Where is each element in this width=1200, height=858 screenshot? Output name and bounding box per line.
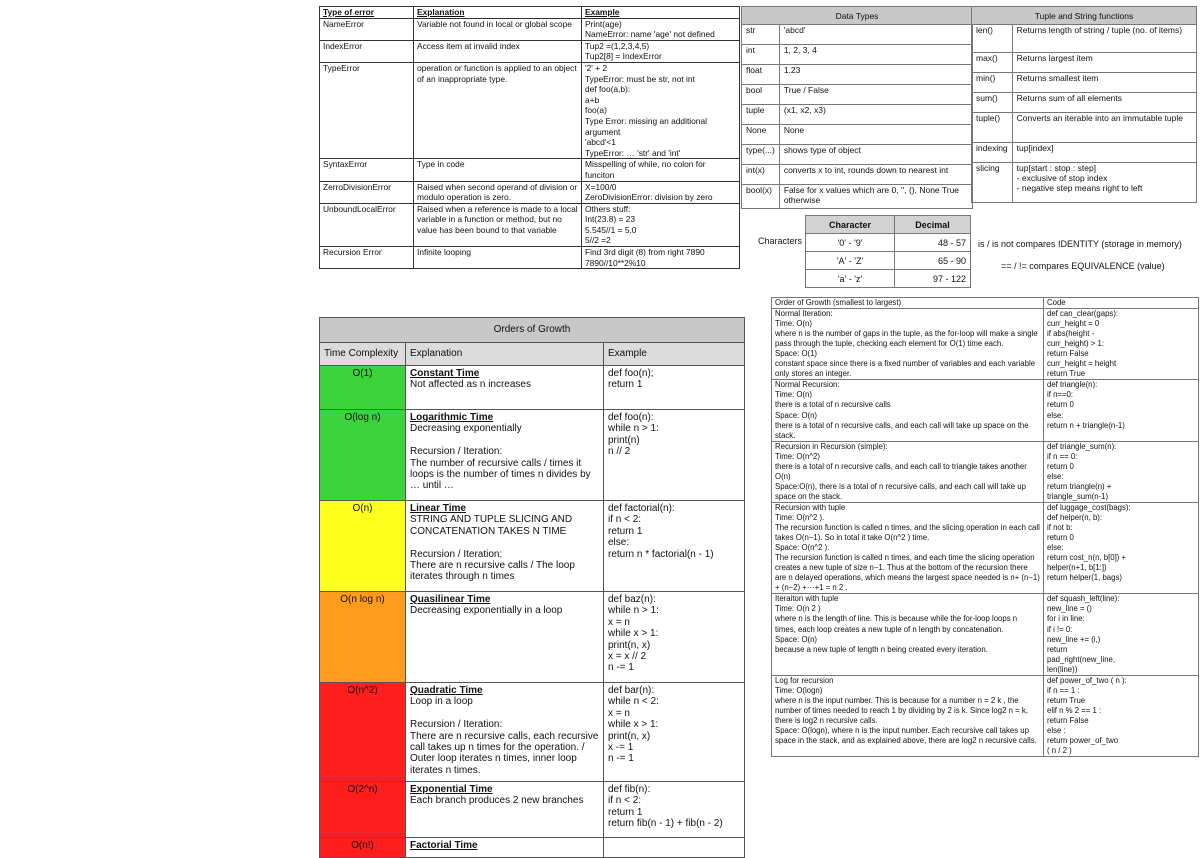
growth-header-complexity: Time Complexity xyxy=(320,343,406,366)
char-range: 'A' - 'Z' xyxy=(806,252,895,270)
datatype-value: 'abcd' xyxy=(779,25,972,45)
errors-header-row xyxy=(320,7,740,19)
growth-name: Exponential Time xyxy=(410,784,493,795)
growth-examples-table xyxy=(771,297,1199,757)
og2-text: Recursion in Recursion (simple): Time: O(n^2) there is a total of n recursive calls, and each call to triangle takes another O(n) Space:O(n), there is a total of n recursive calls, and each call will take up space on the stack. xyxy=(772,441,1044,502)
og2-code: def luggage_cost(bags): def helper(n, b): if not b: return 0 else: return cost_n(n, b[0]) + helper(n+1, b[1:]) return helper(1, bags) xyxy=(1044,502,1199,593)
error-example: Others stuff: Int(23.8) = 23 5.545//1 = 5.0 5//2 =2 xyxy=(582,203,740,246)
errors-table xyxy=(319,6,740,269)
table-row xyxy=(320,18,740,40)
error-example: Tup2 =(1,2,3,4,5) Tup2[8] = IndexError xyxy=(582,40,740,62)
og2-text: Normal Iteration: Time: O(n) where n is the number of gaps in the tuple, as the for-loop will make a single pass through the tuple, checking each element for O(1) time each. Space: O(1) constant space since there is a fixed number of variables and each variable only stores an integer. xyxy=(772,309,1044,380)
growth-name: Constant Time xyxy=(410,368,480,379)
table-row xyxy=(742,85,973,105)
error-type: SyntaxError xyxy=(320,159,414,181)
growth-example: def foo(n): while n > 1: print(n) n // 2 xyxy=(604,410,745,501)
char-range: 'a' - 'z' xyxy=(806,270,895,288)
error-explanation: Variable not found in local or global scope xyxy=(414,18,582,40)
growth-name: Quadratic Time xyxy=(410,685,483,696)
characters-table xyxy=(805,215,971,288)
complexity-cell: O(n!) xyxy=(320,838,406,858)
datatype-value: 1.23 xyxy=(779,65,972,85)
datatype-key: float xyxy=(742,65,780,85)
datatype-value: (x1, x2, x3) xyxy=(779,105,972,125)
growth-name: Quasilinear Time xyxy=(410,594,491,605)
function-desc: Returns sum of all elements xyxy=(1012,93,1196,113)
table-row xyxy=(806,234,971,252)
growth-desc: Decreasing exponentially in a loop xyxy=(410,605,563,617)
datatype-key: str xyxy=(742,25,780,45)
function-desc: tup[index] xyxy=(1012,143,1196,163)
table-row xyxy=(320,410,745,501)
table-row xyxy=(320,683,745,782)
table-row xyxy=(320,247,740,269)
table-row xyxy=(772,380,1199,441)
table-row xyxy=(972,113,1197,143)
table-row xyxy=(320,159,740,181)
growth-name: Logarithmic Time xyxy=(410,412,494,423)
characters-header-char: Character xyxy=(806,216,895,234)
growth-explanation-cell xyxy=(406,410,604,501)
table-row xyxy=(806,270,971,288)
datatype-key: int xyxy=(742,45,780,65)
growth-title: Orders of Growth xyxy=(320,318,745,343)
function-desc: Returns largest item xyxy=(1012,53,1196,73)
table-row xyxy=(742,125,973,145)
function-name: sum() xyxy=(972,93,1013,113)
characters-header-decimal: Decimal xyxy=(895,216,971,234)
table-row xyxy=(772,502,1199,593)
error-example: '2' + 2 TypeError: must be str, not int def foo(a,b): a+b foo(a) Type Error: missing an additional argument 'abcd'<1 TypeError: … 'str' and 'int' xyxy=(582,62,740,158)
datatype-key: bool xyxy=(742,85,780,105)
table-row xyxy=(320,181,740,203)
growth-name: Linear Time xyxy=(410,503,466,514)
og2-text: Iteraiton with tuple Time: O(n 2 ) where n is the length of line. This is because while the for-loop loops n times, each loop creates a new tuple of n length by concatenation. Space: O(n) because a new tuple of length n being created every iteration. xyxy=(772,594,1044,675)
datatype-key: tuple xyxy=(742,105,780,125)
complexity-cell: O(log n) xyxy=(320,410,406,501)
tuple-functions-table xyxy=(971,6,1197,203)
growth-example xyxy=(604,838,745,858)
table-row xyxy=(972,143,1197,163)
function-name: slicing xyxy=(972,163,1013,203)
growth-header-row xyxy=(320,343,745,366)
complexity-cell: O(1) xyxy=(320,366,406,410)
errors-header-type: Type of error xyxy=(320,7,414,19)
og2-code: def triangle(n): if n==0: return 0 else: return n + triangle(n-1) xyxy=(1044,380,1199,441)
error-type: IndexError xyxy=(320,40,414,62)
decimal-range: 97 - 122 xyxy=(895,270,971,288)
datatypes-table xyxy=(741,6,973,209)
complexity-cell: O(n^2) xyxy=(320,683,406,782)
function-name: min() xyxy=(972,73,1013,93)
table-row xyxy=(972,73,1197,93)
og2-header-text: Order of Growth (smallest to largest) xyxy=(772,298,1044,309)
error-explanation: Infinite looping xyxy=(414,247,582,269)
og2-code: def squash_left(line): new_line = () for i in line: if i != 0: new_line += (i,) return pad_right(new_line, len(line)) xyxy=(1044,594,1199,675)
error-type: Recursion Error xyxy=(320,247,414,269)
decimal-range: 65 - 90 xyxy=(895,252,971,270)
og2-text: Log for recursion Time: O(logn) where n is the input number. This is because for a number n = 2 k , the number of times needed to reach 1 by dividing by 2 is k. Since log2 n = k, there is log2 n recursive calls. Space: O(logn), where n is the input number. Each recursive call takes up space in the stack, and as explained above, there are log2 n recursive calls. xyxy=(772,675,1044,756)
function-name: indexing xyxy=(972,143,1013,163)
function-name: max() xyxy=(972,53,1013,73)
function-desc: Returns smallest item xyxy=(1012,73,1196,93)
table-row xyxy=(772,441,1199,502)
growth-explanation-cell xyxy=(406,683,604,782)
og2-text: Recursion with tuple Time: O(n^2 ). The recursion function is called n times, and the slicing operation in each call takes O(n−1). So in total it take O(n^2 ) time. Space: O(n^2 ). The recursion function is called n times, and each time the slicing operation creates a new tuple of size n−1. Thus at the bottom of the recursion there are n delayed operations, which means the largest space needed is n+ (n−1) + (n−2) +⋯+1 = n 2 . xyxy=(772,502,1044,593)
datatype-value: shows type of object xyxy=(779,145,972,165)
growth-desc: STRING AND TUPLE SLICING AND CONCATENATION TAKES N TIME Recursion / Iteration: There are n recursive calls / The loop iterates through n times xyxy=(410,514,575,583)
errors-header-explanation: Explanation xyxy=(414,7,582,19)
error-example: X=100/0 ZeroDivisionError: division by zero xyxy=(582,181,740,203)
function-name: tuple() xyxy=(972,113,1013,143)
error-type: ZerroDivisionError xyxy=(320,181,414,203)
function-desc: tup[start : stop : step] - exclusive of stop index - negative step means right to left xyxy=(1012,163,1196,203)
table-row xyxy=(742,145,973,165)
datatype-key: type(...) xyxy=(742,145,780,165)
growth-table xyxy=(319,317,745,858)
table-row xyxy=(742,25,973,45)
table-row xyxy=(320,62,740,158)
table-row xyxy=(320,40,740,62)
table-row xyxy=(320,203,740,246)
growth-example: def foo(n); return 1 xyxy=(604,366,745,410)
table-row xyxy=(320,366,745,410)
tuple-functions-title: Tuple and String functions xyxy=(972,7,1197,25)
function-desc: Converts an iterable into an immutable tuple xyxy=(1012,113,1196,143)
growth-explanation-cell xyxy=(406,838,604,858)
og2-header-code: Code xyxy=(1044,298,1199,309)
datatype-key: int(x) xyxy=(742,165,780,185)
growth-example: def baz(n): while n > 1: x = n while x > 1: print(n, x) x = x // 2 n -= 1 xyxy=(604,592,745,683)
growth-header-explanation: Explanation xyxy=(406,343,604,366)
identity-note: is / is not compares IDENTITY (storage in memory) xyxy=(978,239,1182,249)
datatype-value: False for x values which are 0, '', (), None True otherwise xyxy=(779,185,972,209)
table-row xyxy=(772,594,1199,675)
table-row xyxy=(742,105,973,125)
growth-desc: Each branch produces 2 new branches xyxy=(410,795,584,807)
datatype-value: True / False xyxy=(779,85,972,105)
growth-desc: Not affected as n increases xyxy=(410,379,531,391)
growth-name: Factorial Time xyxy=(410,840,478,851)
og2-code: def power_of_two ( n ): if n == 1 : return True elif n % 2 == 1 : return False else : return power_of_two ( n / 2 ) xyxy=(1044,675,1199,756)
og2-code: def triangle_sum(n): if n == 0: return 0 else: return triangle(n) + triangle_sum(n-1) xyxy=(1044,441,1199,502)
datatype-value: 1, 2, 3, 4 xyxy=(779,45,972,65)
error-explanation: Type in code xyxy=(414,159,582,181)
og2-header-row xyxy=(772,298,1199,309)
table-row xyxy=(972,163,1197,203)
og2-code: def can_clear(gaps): curr_height = 0 if abs(height - curr_height) > 1: return False curr_height = height return True xyxy=(1044,309,1199,380)
error-type: TypeError xyxy=(320,62,414,158)
error-explanation: Raised when second operand of division or modulo operation is zero. xyxy=(414,181,582,203)
growth-desc: Loop in a loop Recursion / Iteration: There are n recursive calls, each recursive call takes up n times for the operation. / Outer loop iterates n times, inner loop iterates n times. xyxy=(410,696,599,776)
table-row xyxy=(972,25,1197,53)
table-row xyxy=(320,782,745,838)
growth-desc: Decreasing exponentially Recursion / Iteration: The number of recursive calls / times it loops is the number of times n divides by … until … xyxy=(410,423,591,492)
table-row xyxy=(742,185,973,209)
og2-text: Normal Recursion: Time: O(n) there is a total of n recursive calls Space: O(n) there is a total of n recursive calls, and each call will take up space on the stack. xyxy=(772,380,1044,441)
table-row xyxy=(772,675,1199,756)
function-name: len() xyxy=(972,25,1013,53)
growth-header-example: Example xyxy=(604,343,745,366)
datatype-value: None xyxy=(779,125,972,145)
table-row xyxy=(772,309,1199,380)
growth-explanation-cell xyxy=(406,592,604,683)
complexity-cell: O(n log n) xyxy=(320,592,406,683)
error-explanation: Raised when a reference is made to a local variable in a function or method, but no value has been bound to that variable xyxy=(414,203,582,246)
error-explanation: Access item at invalid index xyxy=(414,40,582,62)
errors-header-example: Example xyxy=(582,7,740,19)
growth-example: def fib(n): if n < 2: return 1 return fib(n - 1) + fib(n - 2) xyxy=(604,782,745,838)
table-row xyxy=(742,165,973,185)
equivalence-note: == / != compares EQUIVALENCE (value) xyxy=(1001,261,1165,271)
growth-explanation-cell xyxy=(406,501,604,592)
decimal-range: 48 - 57 xyxy=(895,234,971,252)
growth-example: def factorial(n): if n < 2: return 1 else: return n * factorial(n - 1) xyxy=(604,501,745,592)
error-example: Misspelling of while, no colon for funciton xyxy=(582,159,740,181)
error-example: Find 3rd digit (8) from right 7890 7890//10**2%10 xyxy=(582,247,740,269)
table-row xyxy=(806,252,971,270)
growth-example: def bar(n): while n < 2: x = n while x > 1: print(n, x) x -= 1 n -= 1 xyxy=(604,683,745,782)
table-row xyxy=(972,53,1197,73)
error-type: UnboundLocalError xyxy=(320,203,414,246)
complexity-cell: O(2^n) xyxy=(320,782,406,838)
growth-explanation-cell xyxy=(406,782,604,838)
error-type: NameError xyxy=(320,18,414,40)
error-explanation: operation or function is applied to an object of an inappropriate type. xyxy=(414,62,582,158)
table-row xyxy=(320,838,745,858)
datatype-value: converts x to int, rounds down to nearest int xyxy=(779,165,972,185)
datatype-key: bool(x) xyxy=(742,185,780,209)
table-row xyxy=(320,592,745,683)
table-row xyxy=(742,65,973,85)
complexity-cell: O(n) xyxy=(320,501,406,592)
characters-label: Characters xyxy=(758,236,803,246)
datatypes-title: Data Types xyxy=(742,7,973,25)
function-desc: Returns length of string / tuple (no. of items) xyxy=(1012,25,1196,53)
char-range: '0' - '9' xyxy=(806,234,895,252)
table-row xyxy=(972,93,1197,113)
table-row xyxy=(320,501,745,592)
datatype-key: None xyxy=(742,125,780,145)
growth-explanation-cell xyxy=(406,366,604,410)
error-example: Print(age) NameError: name 'age' not defined xyxy=(582,18,740,40)
table-row xyxy=(742,45,973,65)
